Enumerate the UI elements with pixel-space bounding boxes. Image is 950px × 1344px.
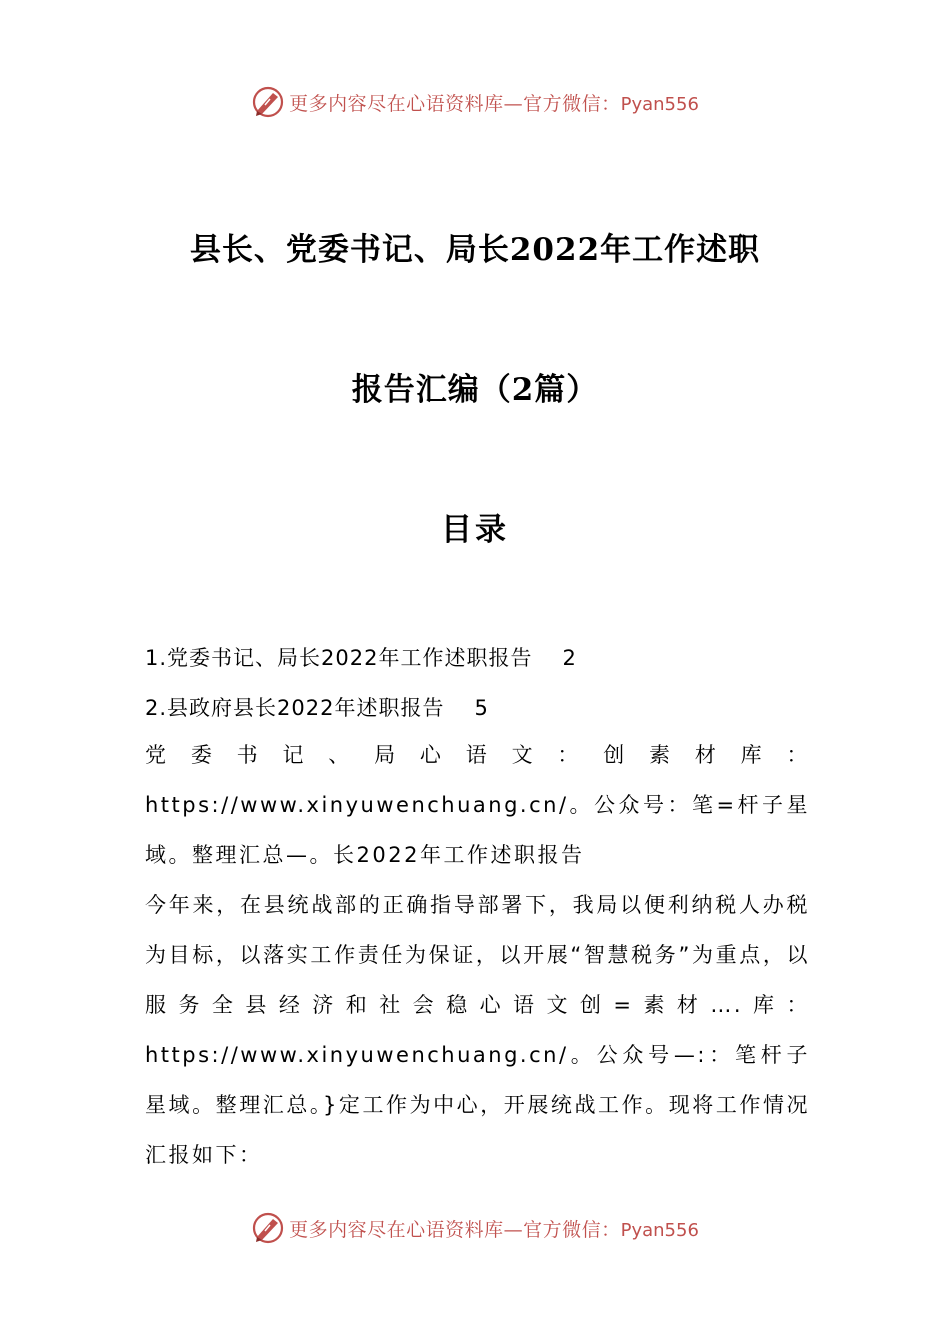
pen-nib-logo-icon <box>251 1211 285 1245</box>
toc-item-page: 5 <box>474 696 489 720</box>
toc-item[interactable] <box>145 642 577 672</box>
toc-item-label: 2.县政府县长2022年述职报告 <box>145 696 445 720</box>
toc-heading: 目录 <box>441 512 509 548</box>
header-watermark <box>0 82 950 122</box>
toc-item-page: 2 <box>562 646 577 670</box>
pen-nib-logo-icon <box>251 85 285 119</box>
toc-item-label: 1.党委书记、局长2022年工作述职报告 <box>145 646 533 670</box>
watermark-text: 更多内容尽在心语资料库—官方微信：Pyan556 <box>289 1218 699 1241</box>
body-paragraph: 今年来，在县统战部的正确指导部署下，我局以便利纳税人办税为目标，以落实工作责任为保证，以开展“智慧税务”为重点，以服务全县经济和社会稳心语文创=素材….库：https://www.xinyuwenchuang.cn/。公众号—:：笔杆子星域。整理汇总。}定工作为中心，开展统战工作。现将工作情况汇报如下： <box>145 893 810 1167</box>
document-title-line-1: 县长、党委书记、局长2022年工作述职 <box>189 232 761 268</box>
toc-item[interactable] <box>145 692 489 722</box>
body-text <box>145 730 810 1180</box>
watermark-text: 更多内容尽在心语资料库—官方微信：Pyan556 <box>289 92 699 115</box>
section-heading: 党委书记、局心语文：创素材库：https://www.xinyuwenchuang.cn/。公众号：笔=杆子星域。整理汇总—。长2022年工作述职报告 <box>145 743 810 867</box>
footer-watermark <box>0 1208 950 1248</box>
document-title-line-2: 报告汇编（2篇） <box>351 372 599 408</box>
